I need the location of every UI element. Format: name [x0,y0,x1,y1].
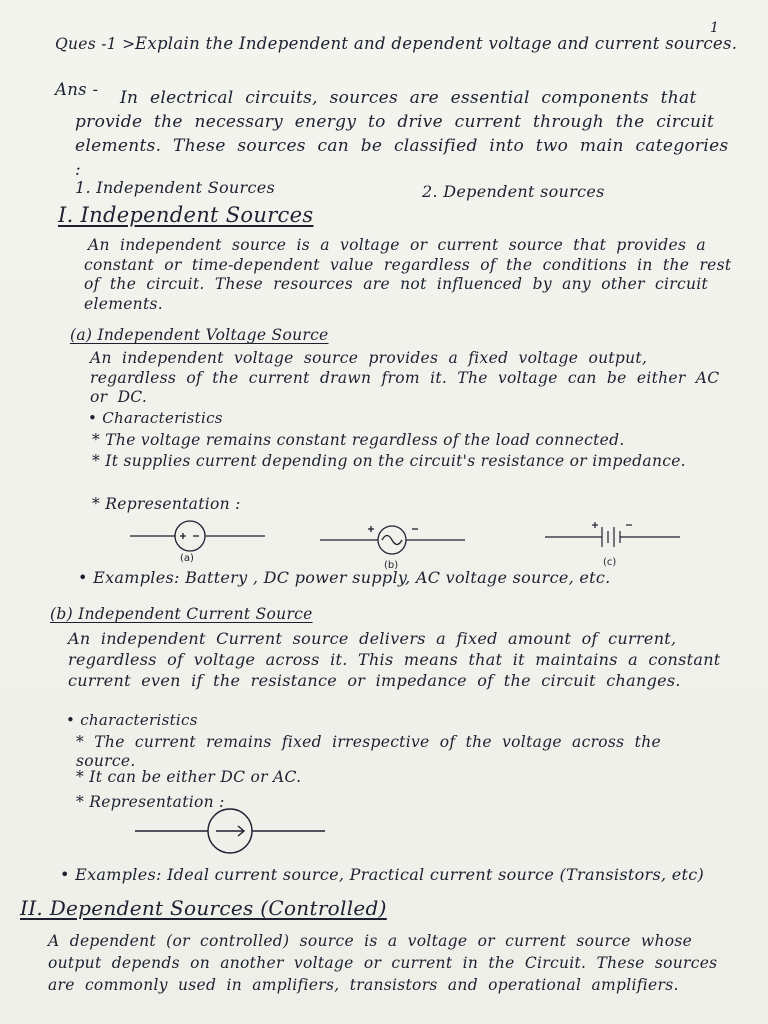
star-icon: * [92,452,106,470]
bullet-dot: • [66,711,81,729]
star-icon: * [76,793,90,811]
current-source-title: (b) Independent Current Source [50,605,313,623]
voltage-bullet-3-text: Representation : [105,495,241,513]
voltage-bullet-2-text: It supplies current depending on the circuit's resistance or impedance. [105,452,686,470]
ac-voltage-source-symbol [320,526,465,554]
answer-intro: In electrical circuits, sources are essential components that provide the necessary energy to drive current through the circuit elements. These sources can be classified into two main categories : [75,88,729,180]
bullet-dot: • [88,409,103,427]
dc-voltage-source-symbol [130,521,265,551]
current-bullet-1-text: The current remains fixed irrespective of the voltage across the source. [76,733,661,770]
diagram-label-c: (c) [603,557,617,568]
voltage-bullet-3 [92,494,241,514]
voltage-bullet-2 [92,452,707,471]
current-bullet-1 [76,733,716,771]
section-1-title: I. Independent Sources [58,203,314,227]
voltage-examples [78,568,611,588]
bullet-dot: • [60,865,76,884]
voltage-source-body: An independent voltage source provides a fixed voltage output, regardless of the current drawn from it. The voltage can be either AC or DC. [90,349,720,406]
bullet-dot: • [78,568,94,587]
voltage-examples-text: Battery , DC power supply, AC voltage source, etc. [185,568,611,587]
category-2: 2. Dependent sources [422,182,605,201]
star-icon: * [76,733,95,751]
section-2-body: A dependent (or controlled) source is a voltage or current source whose output depends on another voltage or current in the Circuit. These sources are commonly used in amplifiers, transistors and operational amplifiers. [48,932,718,994]
current-source-diagram [0,808,768,858]
current-bullet-2-text: It can be either DC or AC. [89,768,302,786]
star-icon: * [92,431,106,449]
star-icon: * [76,768,90,786]
voltage-examples-label: Examples: [93,568,180,587]
current-examples-label: Examples: [75,865,162,884]
category-1: 1. Independent Sources [75,178,276,197]
diagram-label-a: (a) [180,553,194,564]
section-1-body: An independent source is a voltage or current source that provides a constant or time-dependent value regardless of the conditions in the rest of the circuit. These resources are not influenced by any other circuit elements. [84,236,732,313]
question-text: Explain the Independent and dependent voltage and current sources. [135,34,738,53]
voltage-bullet-1-text: The voltage remains constant regardless of the load connected. [105,431,625,449]
voltage-char-text: Characteristics [102,409,223,427]
voltage-bullet-1 [92,430,732,450]
current-source-symbol [135,809,325,853]
voltage-source-title: (a) Independent Voltage Source [70,326,329,344]
current-bullet-2 [76,767,301,787]
voltage-source-diagrams [0,515,768,575]
page-number: 1 [710,20,720,36]
current-examples [60,865,704,885]
current-char-text: characteristics [80,711,198,729]
current-char-heading [66,710,198,730]
question-label: Ques -1 > [55,35,136,53]
current-source-body: An independent Current source delivers a fixed amount of current, regardless of voltage across it. This means that it maintains a constant current even if the resistance or impedance of the circuit changes. [68,629,721,690]
answer-label: Ans - [55,80,99,99]
section-2-title: II. Dependent Sources (Controlled) [20,896,387,920]
current-bullet-3-text: Representation : [89,793,225,811]
current-examples-text: Ideal current source, Practical current source (Transistors, etc) [167,865,705,884]
voltage-char-heading [88,408,223,428]
star-icon: * [92,495,106,513]
battery-symbol [545,522,680,547]
diagram-label-b: (b) [384,560,399,571]
